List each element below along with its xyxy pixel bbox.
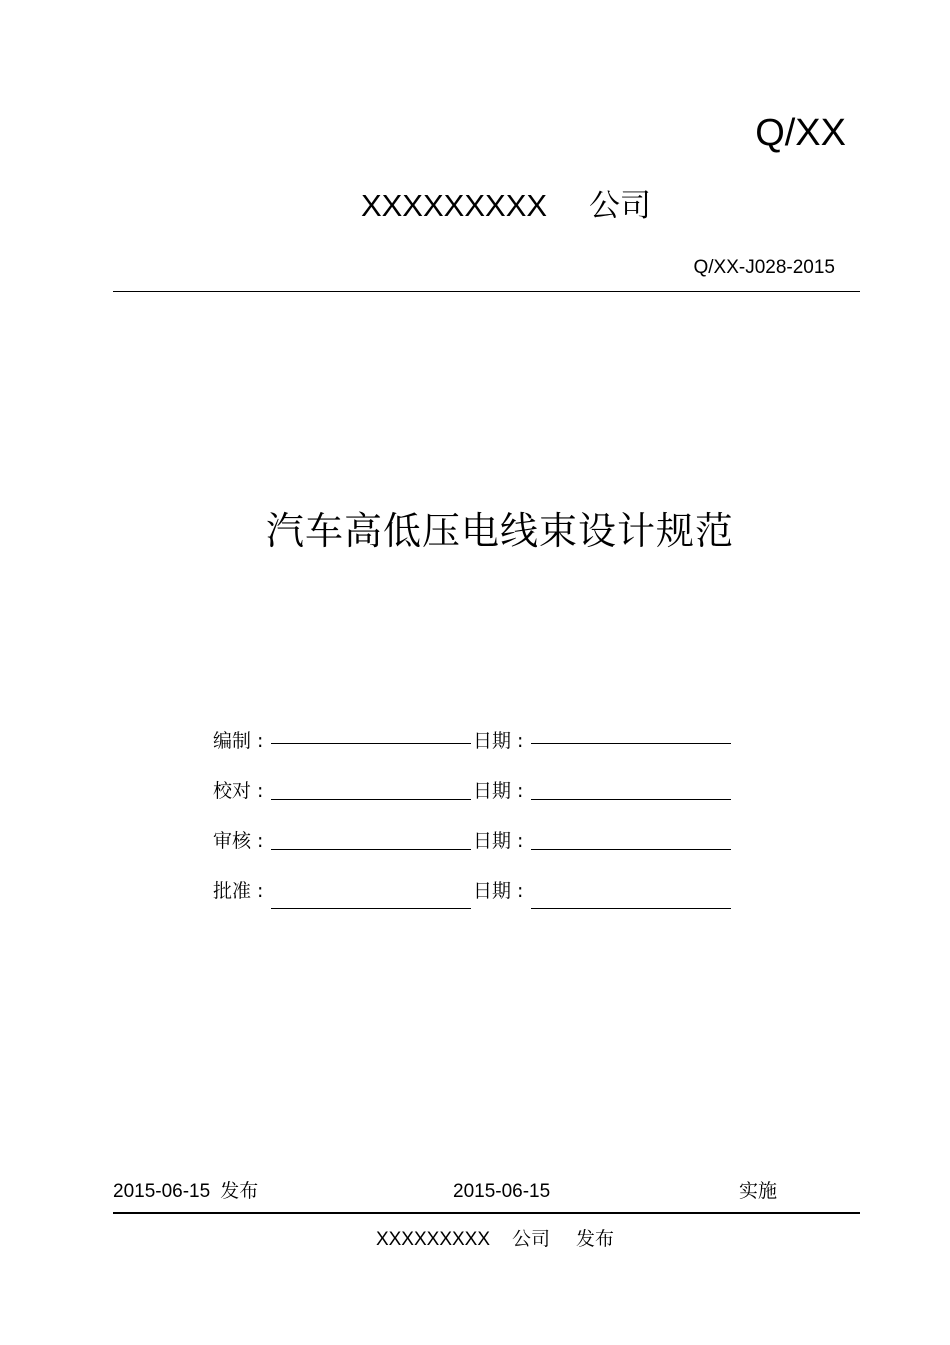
effective-word: 实施 bbox=[739, 1180, 778, 1202]
signature-date-line bbox=[531, 849, 731, 850]
publish-word: 发布 bbox=[220, 1180, 259, 1202]
signature-row-review bbox=[213, 828, 733, 862]
signature-name-line bbox=[271, 743, 471, 744]
signature-date-line bbox=[531, 743, 731, 744]
signature-role-label: 校对 : bbox=[213, 780, 264, 802]
issuer-suffix: 公司 bbox=[512, 1228, 551, 1250]
signature-date-label: 日期 : bbox=[473, 780, 524, 802]
signature-row-approve bbox=[213, 878, 733, 912]
signature-row-compile bbox=[213, 728, 733, 762]
signature-date-label: 日期 : bbox=[473, 880, 524, 902]
issuer-name: XXXXXXXXX bbox=[375, 1229, 491, 1250]
signature-date-line bbox=[531, 908, 731, 909]
document-number: Q/XX-J028-2015 bbox=[693, 257, 835, 278]
signature-date-line bbox=[531, 799, 731, 800]
signature-role-label: 编制 : bbox=[213, 730, 264, 752]
footer-issuer bbox=[0, 1226, 950, 1253]
signature-role-label: 批准 : bbox=[213, 880, 264, 902]
signature-role-label: 审核 : bbox=[213, 830, 264, 852]
document-title: 汽车高低压电线束设计规范 bbox=[265, 509, 734, 553]
publish-date: 2015-06-15 bbox=[113, 1181, 211, 1202]
effective-date-block bbox=[453, 1178, 550, 1205]
signature-date-label: 日期 : bbox=[473, 730, 524, 752]
publish-date-block bbox=[113, 1178, 258, 1205]
company-title bbox=[0, 186, 950, 226]
signature-row-proofread bbox=[213, 778, 733, 812]
signature-name-line bbox=[271, 799, 471, 800]
header-divider bbox=[113, 291, 860, 292]
signature-name-line bbox=[271, 908, 471, 909]
standard-code: Q/XX bbox=[755, 112, 846, 154]
signature-date-label: 日期 : bbox=[473, 830, 524, 852]
company-name: XXXXXXXXX bbox=[360, 188, 548, 223]
effective-date: 2015-06-15 bbox=[453, 1181, 551, 1202]
signature-name-line bbox=[271, 849, 471, 850]
company-suffix: 公司 bbox=[589, 188, 652, 224]
footer-divider bbox=[113, 1212, 860, 1214]
issuer-action: 发布 bbox=[576, 1228, 615, 1250]
